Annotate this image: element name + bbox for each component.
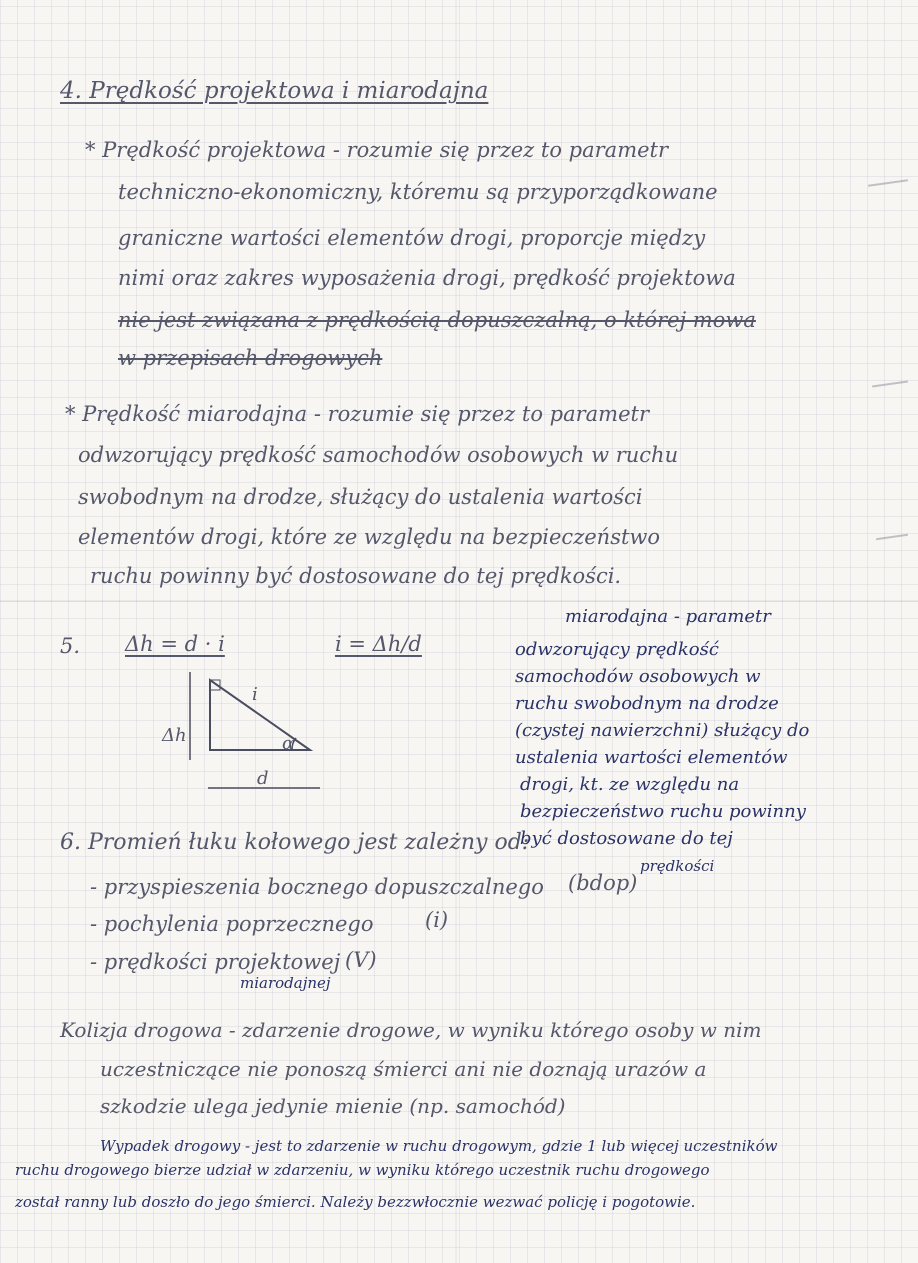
design-speed-line-6: w przepisach drogowych (118, 346, 383, 370)
accident-line-3: został ranny lub doszło do jego śmierci. Należy bezzwłocznie wezwać policję i pogotowie. (15, 1193, 696, 1211)
radius-factor-2: - pochylenia poprzecznego (90, 912, 374, 936)
note-line-1: miarodajna - parametr (565, 606, 771, 627)
radius-factor-1: - przyspieszenia bocznego dopuszczalnego (90, 875, 544, 899)
note-line-2: odwzorujący prędkość (515, 639, 719, 660)
formula-right: i = Δh/d (335, 632, 422, 656)
note-line-8: bezpieczeństwo ruchu powinny (520, 801, 806, 822)
reference-speed-line-2: odwzorujący prędkość samochodów osobowych w ruchu (78, 443, 679, 467)
margin-mark (868, 179, 908, 187)
accident-line-2: ruchu drogowego bierze udział w zdarzeniu, w wyniku którego uczestnik ruchu drogowego (15, 1161, 710, 1179)
note-line-6: ustalenia wartości elementów (515, 747, 788, 768)
radius-factor-1-symbol: (bdop) (568, 871, 638, 895)
section-4-title: 4. Prędkość projektowa i miarodajna (60, 78, 489, 104)
radius-factor-3-correction: miarodajnej (240, 974, 331, 992)
note-line-3: samochodów osobowych w (515, 666, 761, 687)
radius-factor-3: - prędkości projektowej (90, 950, 341, 974)
reference-speed-line-5: ruchu powinny być dostosowane do tej prędkości. (90, 564, 622, 588)
slant-label: i (252, 684, 258, 705)
accident-line-1: Wypadek drogowy - jest to zdarzenie w ruchu drogowym, gdzie 1 lub więcej uczestników (100, 1137, 778, 1155)
reference-speed-line-4: elementów drogi, które ze względu na bezpieczeństwo (78, 525, 661, 549)
reference-speed-line-1: * Prędkość miarodajna - rozumie się przez to parametr (65, 402, 650, 426)
d-label: d (257, 768, 269, 789)
design-speed-line-3: graniczne wartości elementów drogi, proporcje między (118, 226, 706, 250)
note-line-9: być dostosowane do tej (520, 828, 733, 849)
section-7-line-1: Kolizja drogowa - zdarzenie drogowe, w wyniku którego osoby w nim (60, 1018, 762, 1042)
note-line-10: prędkości (640, 857, 715, 875)
design-speed-line-5: nie jest związana z prędkością dopuszczalną, o której mowa (118, 308, 756, 332)
section-5-number: 5. (60, 634, 81, 658)
section-6-title: 6. Promień łuku kołowego jest zależny od: (60, 830, 530, 855)
dh-label: Δh (162, 725, 187, 746)
margin-mark (872, 381, 908, 388)
note-line-4: ruchu swobodnym na drodze (515, 693, 779, 714)
formula-left: Δh = d · i (125, 632, 225, 656)
radius-factor-3-symbol: (V) (345, 948, 377, 972)
section-7-line-2: uczestniczące nie ponoszą śmierci ani nie doznają urazów a (100, 1057, 707, 1081)
margin-mark (876, 534, 908, 540)
radius-factor-2-symbol: (i) (425, 908, 449, 932)
design-speed-line-4: nimi oraz zakres wyposażenia drogi, prędkość projektowa (118, 266, 736, 290)
alpha-label: α (282, 733, 295, 754)
paper-fold-horizontal (0, 600, 918, 602)
section-7-line-3: szkodzie ulega jedynie mienie (np. samochód) (100, 1094, 566, 1118)
reference-speed-line-3: swobodnym na drodze, służący do ustalenia wartości (78, 485, 643, 509)
design-speed-line-2: techniczno-ekonomiczny, któremu są przyporządkowane (118, 180, 718, 204)
note-line-7: drogi, kt. ze względu na (520, 774, 740, 795)
design-speed-line-1: * Prędkość projektowa - rozumie się przez to parametr (85, 138, 669, 162)
note-line-5: (czystej nawierzchni) służący do (515, 720, 810, 741)
